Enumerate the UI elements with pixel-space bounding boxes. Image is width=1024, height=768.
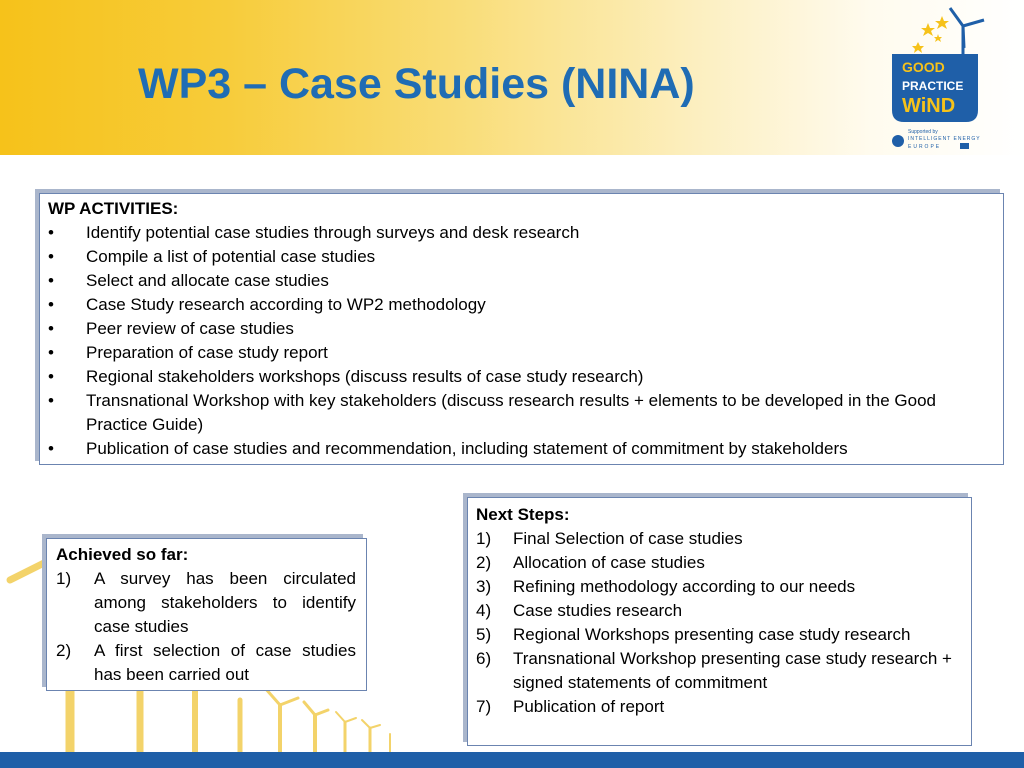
- list-item: [476, 551, 961, 575]
- achieved-box: [46, 538, 367, 691]
- list-item-text: A first selection of case studies has been carried out: [94, 641, 356, 684]
- next-steps-box: [467, 497, 972, 746]
- list-item-text: Select and allocate case studies: [86, 271, 329, 290]
- list-item-text: Publication of report: [513, 697, 665, 716]
- list-item-text: Identify potential case studies through surveys and desk research: [86, 223, 580, 242]
- wp-activities-heading: WP ACTIVITIES:: [48, 199, 179, 218]
- next-steps-list: [476, 527, 961, 719]
- next-steps-heading: Next Steps:: [476, 505, 570, 524]
- list-item-text: Regional Workshops presenting case study research: [513, 625, 911, 644]
- bullet-marker: •: [48, 247, 54, 266]
- list-item: [476, 623, 961, 647]
- list-item: [56, 567, 356, 639]
- bullet-marker: •: [48, 319, 54, 338]
- list-item: [48, 221, 993, 245]
- list-item: [48, 269, 993, 293]
- footer-bar: [0, 752, 1024, 768]
- good-practice-wind-logo: [880, 6, 1020, 154]
- list-item-text: Transnational Workshop presenting case study research + signed statements of commitment: [513, 649, 952, 692]
- list-number: 1): [56, 569, 72, 588]
- wp-activities-list: [48, 221, 993, 461]
- slide-title: WP3 – Case Studies (NINA): [138, 60, 695, 108]
- bullet-marker: •: [48, 391, 54, 410]
- logo-line3: WiND: [902, 95, 956, 117]
- list-item-text: Compile a list of potential case studies: [86, 247, 376, 266]
- eu-flag-icon: [960, 143, 969, 149]
- list-number: 2): [476, 553, 492, 572]
- logo-line1: GOOD: [902, 59, 945, 75]
- list-number: 4): [476, 601, 492, 620]
- list-item: [476, 647, 961, 695]
- bullet-marker: •: [48, 223, 54, 242]
- list-item: [476, 575, 961, 599]
- list-item: [48, 293, 993, 317]
- list-number: 3): [476, 577, 492, 596]
- list-item-text: Publication of case studies and recommendation, including statement of commitment by stakeholders: [86, 439, 848, 458]
- star-icons: [912, 16, 949, 53]
- list-item-text: Allocation of case studies: [513, 553, 705, 572]
- list-item: [48, 317, 993, 341]
- list-item: [476, 599, 961, 623]
- list-item: [48, 245, 993, 269]
- list-item-text: Regional stakeholders workshops (discuss results of case study research): [86, 367, 644, 386]
- list-number: 7): [476, 697, 492, 716]
- list-number: 6): [476, 649, 492, 668]
- list-item-text: Peer review of case studies: [86, 319, 294, 338]
- list-item-text: Final Selection of case studies: [513, 529, 743, 548]
- list-item-text: Case studies research: [513, 601, 683, 620]
- bullet-marker: •: [48, 271, 54, 290]
- logo-supported-by: Supported by: [908, 129, 938, 135]
- list-item-text: A survey has been circulated among stakeholders to identify case studies: [94, 569, 356, 636]
- list-item-text: Case Study research according to WP2 methodology: [86, 295, 486, 314]
- list-number: 2): [56, 641, 72, 660]
- list-item: [476, 527, 961, 551]
- list-item: [48, 365, 993, 389]
- list-item: [56, 639, 356, 687]
- bullet-marker: •: [48, 295, 54, 314]
- bullet-marker: •: [48, 343, 54, 362]
- list-number: 5): [476, 625, 492, 644]
- list-item-text: Refining methodology according to our needs: [513, 577, 856, 596]
- achieved-heading: Achieved so far:: [56, 545, 189, 564]
- achieved-list: [56, 567, 356, 687]
- bullet-marker: •: [48, 439, 54, 458]
- list-item: [48, 341, 993, 365]
- list-item: [476, 695, 961, 719]
- list-item-text: Transnational Workshop with key stakeholders (discuss research results + elements to be developed in the Good Practice Guide): [86, 391, 936, 434]
- bullet-marker: •: [48, 367, 54, 386]
- logo-program-line1: INTELLIGENT ENERGY: [908, 136, 981, 142]
- wp-activities-box: [39, 193, 1004, 465]
- list-item-text: Preparation of case study report: [86, 343, 328, 362]
- list-number: 1): [476, 529, 492, 548]
- list-item: [48, 389, 993, 437]
- program-emblem-icon: [892, 135, 904, 147]
- list-item: [48, 437, 993, 461]
- logo-line2: PRACTICE: [902, 79, 964, 93]
- logo-program-line2: EUROPE: [908, 144, 942, 150]
